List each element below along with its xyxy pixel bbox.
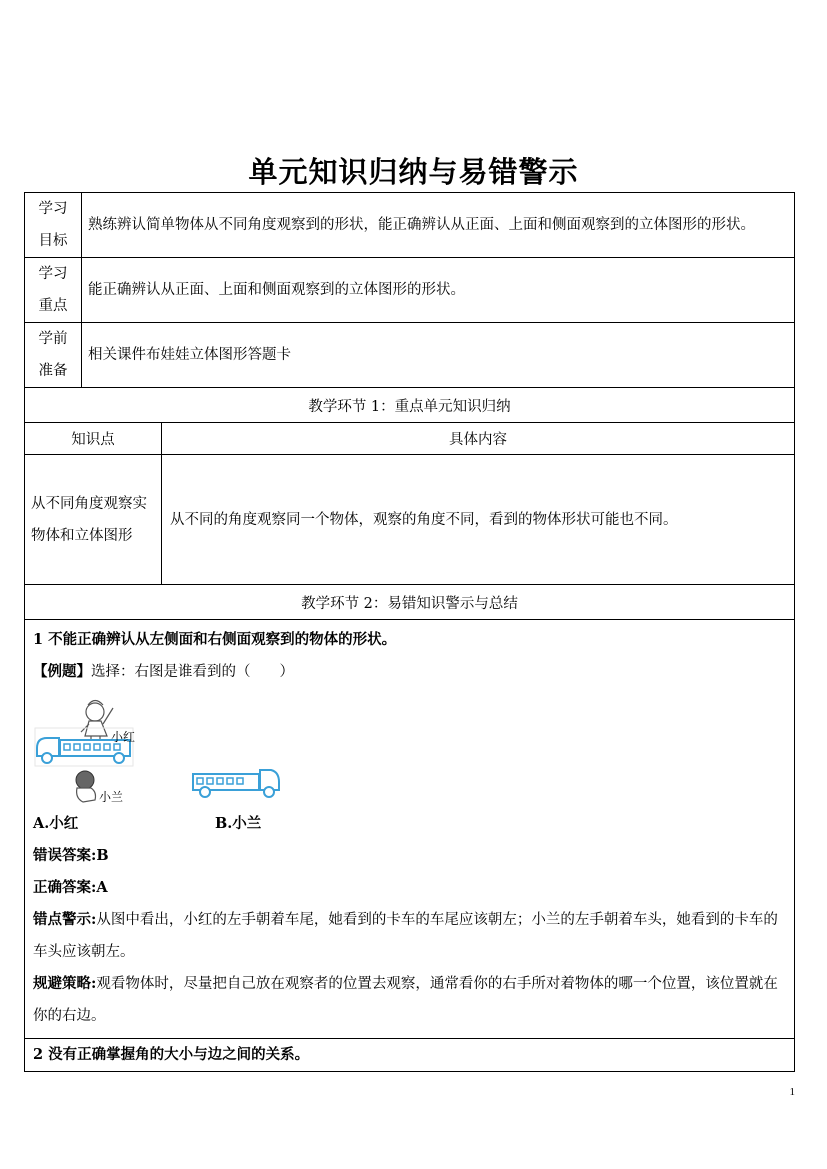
example-figure-svg	[33, 688, 333, 808]
section2-title: 教学环节 2：易错知识警示与总结	[25, 585, 795, 620]
truck-icon-right	[193, 770, 279, 797]
example-figure	[33, 688, 786, 808]
section2-body	[25, 620, 795, 1039]
example-text: 选择：右图是谁看到的（ ）	[91, 664, 294, 680]
focus-row	[25, 258, 795, 323]
section1-columns-row	[25, 423, 795, 455]
prep-label	[25, 323, 82, 388]
right-answer-line	[33, 872, 786, 904]
right-answer-label: 正确答案:	[33, 879, 97, 896]
warning-text: 从图中看出，小红的左手朝着车尾，她看到的卡车的车尾应该朝左；小兰的左手朝着车头，她看到的卡车的车头应该朝左。	[33, 912, 778, 960]
column-content: 具体内容	[162, 423, 795, 455]
goal-text: 熟练辨认简单物体从不同角度观察到的形状，能正确辨认从正面、上面和侧面观察到的立体图形的形状。	[82, 193, 795, 258]
focus-text: 能正确辨认从正面、上面和侧面观察到的立体图形的形状。	[82, 258, 795, 323]
wrong-answer-line	[33, 840, 786, 872]
girl-label: 小红	[111, 730, 136, 744]
goal-label-2: 目标	[38, 233, 68, 249]
example-line	[33, 656, 786, 688]
boy-figure	[76, 771, 96, 802]
option-b: B.小兰	[215, 815, 262, 832]
boy-label: 小兰	[99, 790, 124, 804]
goal-row	[25, 193, 795, 258]
right-answer-value: A	[96, 879, 108, 896]
item2-row	[25, 1039, 795, 1072]
section2-body-row	[25, 620, 795, 1039]
focus-label-1: 学习	[38, 266, 68, 282]
item1-heading: 1 不能正确辨认从左侧面和右侧面观察到的物体的形状。	[33, 631, 397, 648]
warning-paragraph	[33, 904, 786, 968]
option-a: A.小红	[33, 815, 79, 832]
knowledge-row	[25, 455, 795, 585]
section2-header-row	[25, 585, 795, 620]
knowledge-topic: 从不同角度观察实物体和立体图形	[25, 455, 162, 585]
prep-row	[25, 323, 795, 388]
page-number: 1	[789, 1086, 795, 1098]
options-row	[33, 808, 786, 840]
example-tag: 【例题】	[33, 663, 91, 680]
page-title: 单元知识归纳与易错警示	[248, 155, 579, 189]
strategy-label: 规避策略:	[33, 975, 97, 992]
section1-title: 教学环节 1：重点单元知识归纳	[25, 388, 795, 423]
prep-text: 相关课件布娃娃立体图形答题卡	[82, 323, 795, 388]
wrong-answer-label: 错误答案:	[33, 847, 97, 864]
strategy-paragraph	[33, 968, 786, 1032]
knowledge-content: 从不同的角度观察同一个物体，观察的角度不同，看到的物体形状可能也不同。	[162, 455, 795, 585]
column-knowledge-point: 知识点	[25, 423, 162, 455]
section1-header-row	[25, 388, 795, 423]
goal-label-1: 学习	[38, 201, 68, 217]
lesson-table	[24, 192, 795, 1072]
focus-label	[25, 258, 82, 323]
strategy-text: 观看物体时，尽量把自己放在观察者的位置去观察，通常看你的右手所对着物体的哪一个位置，该位置就在你的右边。	[33, 976, 778, 1024]
warning-label: 错点警示:	[33, 911, 97, 928]
prep-label-2: 准备	[38, 363, 68, 379]
focus-label-2: 重点	[38, 298, 68, 314]
wrong-answer-value: B	[96, 847, 109, 864]
goal-label	[25, 193, 82, 258]
item2-heading: 2 没有正确掌握角的大小与边之间的关系。	[25, 1039, 795, 1072]
prep-label-1: 学前	[38, 331, 68, 347]
